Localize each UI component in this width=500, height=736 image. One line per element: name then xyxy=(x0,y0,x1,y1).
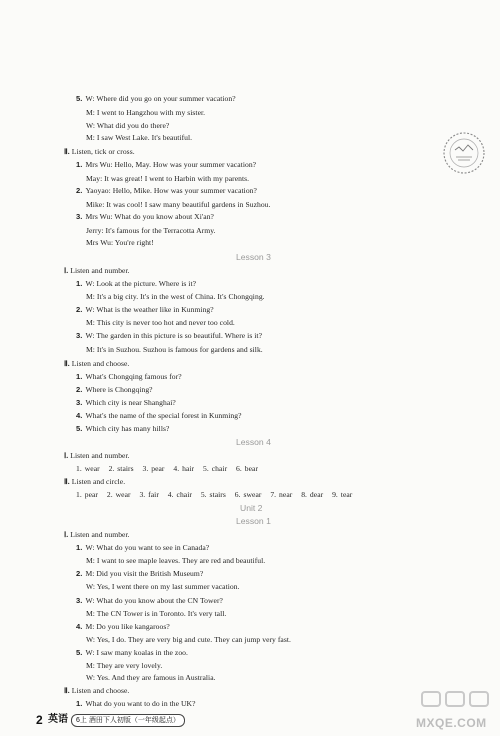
dialog-line: 1. Mrs Wu: Hello, May. How was your summer vacation? xyxy=(76,160,257,169)
dialog-line: 4. M: Do you like kangaroos? xyxy=(76,622,170,631)
section-i-title: Ⅰ. Listen and number. xyxy=(64,530,130,539)
section-ii-title: Ⅱ. Listen, tick or cross. xyxy=(64,147,135,156)
dialog-line: M: It's a big city. It's in the west of China. It's Chongqing. xyxy=(86,292,265,301)
dialog-line: 2. W: What is the weather like in Kunming? xyxy=(76,305,214,314)
dialog-line: 2. Yaoyao: Hello, Mike. How was your summer vacation? xyxy=(76,186,257,195)
page-number: 2 xyxy=(36,713,43,727)
watermark-text: MXQE.COM xyxy=(416,716,487,730)
dialog-line: Jerry: It's famous for the Terracotta Army. xyxy=(86,226,216,235)
question-line: 1. What do you want to do in the UK? xyxy=(76,699,196,708)
dialog-line: 3. Mrs Wu: What do you know about Xi'an? xyxy=(76,212,214,221)
section-ii-title: Ⅱ. Listen and choose. xyxy=(64,359,130,368)
word-list: 1. wear 2. stairs 3. pear 4. hair 5. chair 6. bear xyxy=(76,464,259,473)
subject-label: 英语 xyxy=(48,714,68,725)
section-ii-title: Ⅱ. Listen and circle. xyxy=(64,477,126,486)
word-list: 1. pear 2. wear 3. fair 4. chair 5. stairs 6. swear 7. near 8. dear 9. tear xyxy=(76,490,353,499)
question-line: 1. What's Chongqing famous for? xyxy=(76,372,182,381)
dialog-line: M: They are very lovely. xyxy=(86,661,163,670)
lesson-heading: Lesson 4 xyxy=(236,437,271,447)
page-footer xyxy=(36,713,236,727)
question-line: 4. What's the name of the special forest in Kunming? xyxy=(76,411,242,420)
dialog-line: Mike: It was cool! I saw many beautiful gardens in Suzhou. xyxy=(86,200,271,209)
question-line: 5. Which city has many hills? xyxy=(76,424,170,433)
dialog-line: 1. W: Look at the picture. Where is it? xyxy=(76,279,197,288)
dialog-line: W: Yes. And they are famous in Australia. xyxy=(86,673,216,682)
dialog-line: W: Yes, I went there on my last summer vacation. xyxy=(86,582,240,591)
question-line: 2. Where is Chongqing? xyxy=(76,385,153,394)
dialog-line: M: This city is never too hot and never too cold. xyxy=(86,318,235,327)
unit-heading: Unit 2 xyxy=(240,503,263,513)
section-i-title: Ⅰ. Listen and number. xyxy=(64,266,130,275)
stamp-icon xyxy=(441,130,487,176)
dialog-line: 2. M: Did you visit the British Museum? xyxy=(76,569,204,578)
dialog-line: 1. W: What do you want to see in Canada? xyxy=(76,543,210,552)
question-line: 3. Which city is near Shanghai? xyxy=(76,398,176,407)
dialog-line: 3. W: The garden in this picture is so beautiful. Where is it? xyxy=(76,331,263,340)
dialog-line: 5. W: I saw many koalas in the zoo. xyxy=(76,648,188,657)
section-ii-title: Ⅱ. Listen and choose. xyxy=(64,686,130,695)
dialog-line: 3. W: What do you know about the CN Tower? xyxy=(76,596,223,605)
item-5-a3: M: I saw West Lake. It's beautiful. xyxy=(86,133,193,142)
dialog-line: M: It's in Suzhou. Suzhou is famous for gardens and silk. xyxy=(86,345,263,354)
item-5-a1: M: I went to Hangzhou with my sister. xyxy=(86,108,206,117)
item-5-a2: W: What did you do there? xyxy=(86,121,170,130)
series-label: 6上 酒田下人初版（一年级起点） xyxy=(71,714,185,727)
section-i-title: Ⅰ. Listen and number. xyxy=(64,451,130,460)
dialog-line: Mrs Wu: You're right! xyxy=(86,238,154,247)
dialog-line: May: It was great! I went to Harbin with my parents. xyxy=(86,174,250,183)
lesson-heading: Lesson 1 xyxy=(236,516,271,526)
dialog-line: W: Yes, I do. They are very big and cute. They can jump very fast. xyxy=(86,635,291,644)
dialog-line: M: I want to see maple leaves. They are red and beautiful. xyxy=(86,556,266,565)
dialog-line: M: The CN Tower is in Toronto. It's very tall. xyxy=(86,609,227,618)
item-5-q: 5. W: Where did you go on your summer vacation? xyxy=(76,94,236,103)
lesson-heading: Lesson 3 xyxy=(236,252,271,262)
